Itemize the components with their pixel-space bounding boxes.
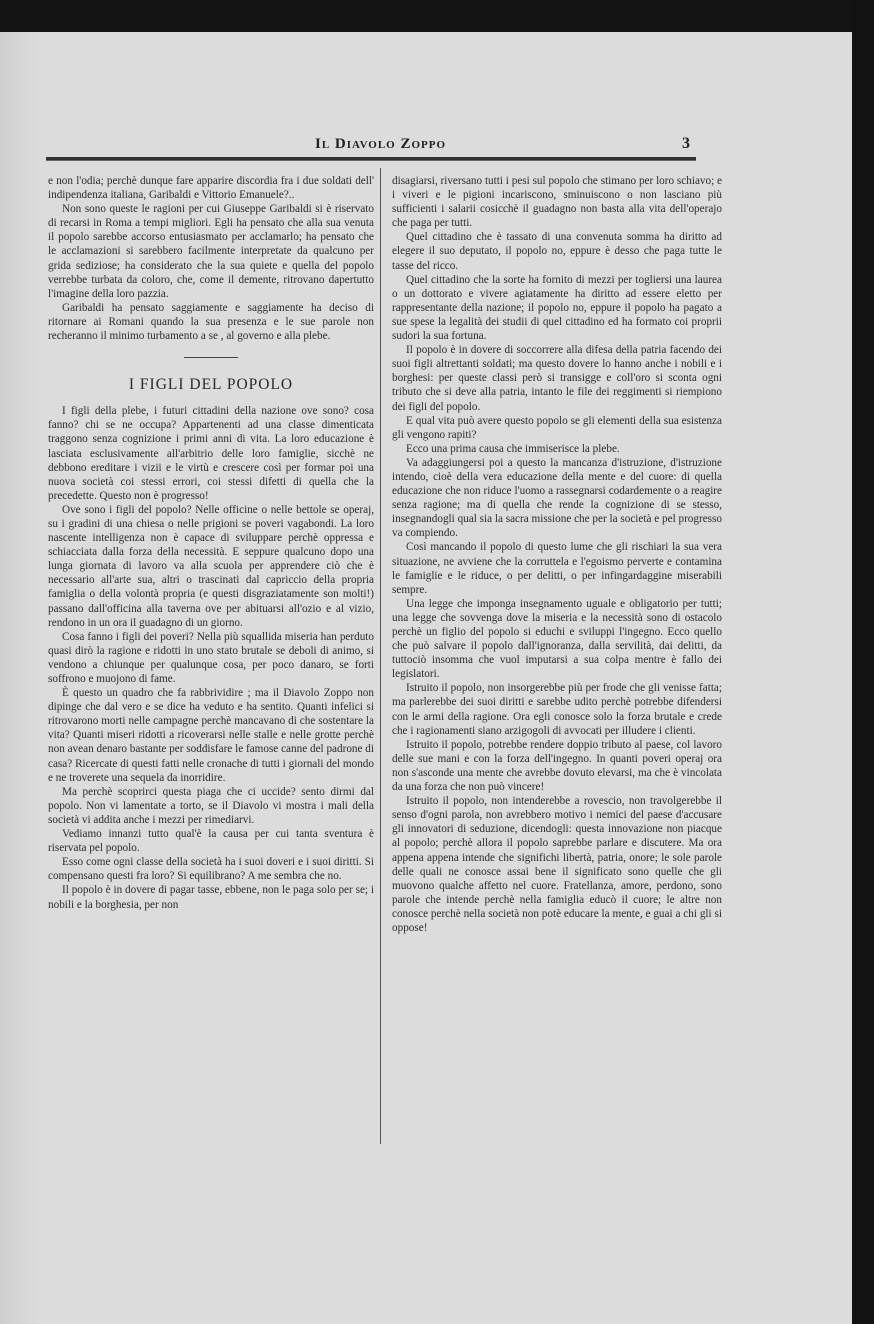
paragraph: Istruito il popolo, non insorgerebbe più per frode che gli venisse fatta; ma parlerebbe dei suoi diritti e sarebbe udito perchè potrebbe difendersi con le armi della ragione. Ora egli conosce solo la forza brutale e crede che i ragionamenti siano arzigogoli di avvocati per illudere i clienti.	[392, 682, 722, 737]
scan-border-top	[0, 0, 874, 32]
paragraph: disagiarsi, riversano tutti i pesi sul popolo che stimano per loro schiavo; e i viveri e le pigioni incariscono, sminuiscono o non lasciano più sufficienti i salarii cosicchè il guadagno non basta alla vita dell'operajo che paga per tutti.	[392, 175, 722, 230]
section-separator	[184, 357, 238, 358]
paragraph: Ove sono i figli del popolo? Nelle officine o nelle bettole se operaj, su i gradini di una chiesa o nelle prigioni se poveri vagabondi. La loro nascente intelligenza non è capace di sviluppare perchè oppressa e schiacciata dalla forza della necessità. E seppure qualcuno dopo una lunga giornata di lavoro va alla scuola per apprendere ciò che è necessario all'arte sua, altri o trascinati dal capriccio della propria famiglia o della volontà propria (e questi disgraziatamente son molti!) passano dall'officina alla taverna ove per abituarsi all'ozio e al vizio, rendono in un ora il guadagno di un giorno.	[48, 503, 374, 629]
paragraph: È questo un quadro che fa rabbrividire ; ma il Diavolo Zoppo non dipinge che dal vero e se dice ha veduto e ha sentito. Quanti infelici si ritrovarono morti nelle campagne perchè mancavano di che sostentare la vita? Quanti miseri ridotti a ricoverarsi nelle stalle e nelle grotte perchè non avean denaro bastante per soddisfare le famose canne del padrone di casa? Ricercate di questi fatti nelle cronache di tutti i giornali del mondo e ne troverete una sequela da inorridire.	[48, 687, 374, 784]
left-column	[48, 174, 374, 912]
header-rule	[46, 157, 696, 161]
column-divider	[380, 168, 381, 1144]
running-header	[46, 136, 696, 156]
paragraph: Il popolo è in dovere di pagar tasse, ebbene, non le paga solo per se; i nobili e la borghesia, per non	[48, 884, 374, 911]
right-column	[392, 174, 722, 935]
paragraph: Va adaggiungersi poi a questo la mancanza d'istruzione, d'istruzione intendo, cioè della vera educazione della mente e del cuore: di quella educazione che non riduce l'uomo a rassegnarsi codardemente o a reagire senza ragione; ma di quella che rende la cognizione di se stesso, insegnandogli qual sia la sacra missione che per la società e pel progresso va compiendo.	[392, 456, 722, 540]
paragraph: Cosa fanno i figli dei poveri? Nella più squallida miseria han perduto quasi dirò la ragione e ridotti in uno stato brutale se deboli di animo, si vendono a chiunque per qualunque cosa, per poco danaro, se forti soffrono e muojono di fame.	[48, 630, 374, 685]
paragraph: Il popolo è in dovere di soccorrere alla difesa della patria facendo dei suoi figli altrettanti soldati; ma questo dovere lo hanno anche i nobili e i borghesi: per queste classi però si transigge e coll'oro si sconta ogni tributo che si deve alla patria, intanto le file dei reggimenti si riempiono dei figli del popolo.	[392, 344, 722, 413]
paragraph: e non l'odia; perchè dunque fare apparire discordia fra i due soldati dell' indipendenza italiana, Garibaldi e Vittorio Emanuele?..	[48, 175, 374, 202]
paragraph: Garibaldi ha pensato saggiamente e saggiamente ha deciso di ritornare ai Romani quando la sua presenza e le sue parole non recheranno il minimo turbamento a se , al governo e alla plebe.	[48, 301, 374, 343]
paragraph: Quel cittadino che la sorte ha fornito di mezzi per togliersi una laurea o un dottorato e vivere agiatamente ha diritto ad essere eletto per rappresentante della nazione; il popolo no, eppure il popolo ha pagato a sue spese la legalità dei studii di quel cittadino ed ha formato coi proprii sudori la sua fortuna.	[392, 273, 722, 343]
paragraph: Ecco una prima causa che immiserisce la plebe.	[406, 442, 620, 455]
scan-border-right	[852, 0, 874, 1324]
paragraph: Così mancando il popolo di questo lume che gli rischiari la sua vera situazione, ne avviene che la corruttela e l'egoismo perverte e contamina le famiglie e le riduce, o per delitti, o per infingardaggine miserabili sempre.	[392, 541, 722, 596]
paragraph: Vediamo innanzi tutto qual'è la causa per cui tanta sventura è riservata pel popolo.	[48, 828, 374, 855]
paragraph: Istruito il popolo, non intenderebbe a rovescio, non travolgerebbe il senso d'ogni parola, non avrebbero motivo i nemici del paese d'accusare gli innovatori di seduzione, dicendogli: questa innovazione non piacque al popolo; perchè allora il popolo saprebbe parlare e discutere. Ma ora appena appena intende che significhi libertà, patria, onore; le sole parole delle quali ne conosce assai bene il significato sono quelle che gli muovono qualche affetto nel cuore. Fratellanza, amore, perdono, sono parole che intende perchè nella famiglia educò il cuore; le altre non conosce perchè nella società non potè educare la mente, e guai a chi gli si oppose!	[392, 795, 722, 934]
paragraph: Istruito il popolo, potrebbe rendere doppio tributo al paese, col lavoro delle sue mani e con la forza dell'ingegno. In quanti poveri operaj ora non s'asconde una mente che avrebbe dovuto elevarsi, ma che è vincolata da una forza che non può vincere!	[392, 738, 722, 794]
paragraph: Quel cittadino che è tassato di una convenuta somma ha diritto ad elegere il suo deputato, il popolo no, eppure è desso che paga tutte le tasse del ricco.	[392, 231, 722, 272]
paragraph: Non sono queste le ragioni per cui Giuseppe Garibaldi si è riservato di recarsi in Roma a tempi migliori. Egli ha pensato che alla sua venuta il popolo sarebbe accorso entusiasmato per acclamarlo; ha pensato che le acclamazioni si sarebbero facilmente interpretate da qualcuno per grida sediziose; ha considerato che la sua quiete e quella del popolo verrebbe turbata da coloro, che, come il demente, ritrovano dapertutto l'imagine della loro pazzia.	[48, 203, 374, 300]
paragraph: I figli della plebe, i futuri cittadini della nazione ove sono? cosa fanno? chi se ne occupa? Appartenenti ad una classe dimenticata traggono senza cognizione i primi anni di vita. La loro educazione è lasciata esclusivamente all'arbitrio delle loro famiglie, sicchè ne debbono ereditare i vizii e le virtù e crescere così per formar poi una nuova società coi stessi errori, coi stessi difetti di quella che la precedette. Questo non è progresso!	[48, 405, 374, 502]
paragraph: Una legge che imponga insegnamento uguale e obligatorio per tutti; una legge che sovvenga dove la miseria e la necessità sono di ostacolo perchè un figlio del popolo si educhi e sviluppi l'ingegno. Ecco quello che può salvare il popolo dall'ignoranza, dalla servilità, dai delitti, da tuttociò insomma che vuol imputarsi a sua colpa mentre è fallo dei legislatori.	[392, 597, 722, 681]
page-edge-shadow	[0, 32, 40, 1324]
paragraph: E qual vita può avere questo popolo se gli elementi della sua esistenza gli vengono rapiti?	[392, 414, 722, 441]
paragraph: Esso come ogni classe della società ha i suoi doveri e i suoi diritti. Si compensano questi fra loro? Si equilibrano? A me sembra che no.	[48, 856, 374, 883]
newspaper-title: Il Diavolo Zoppo	[315, 136, 447, 152]
page-number: 3	[682, 135, 690, 152]
section-title: I FIGLI DEL POPOLO	[128, 376, 294, 394]
paragraph: Ma perchè scoprirci questa piaga che ci uccide? sento dirmi dal popolo. Non vi lamentate a torto, se il Diavolo vi mostra i mali della società vi addita anche i mezzi per rimediarvi.	[48, 785, 374, 826]
